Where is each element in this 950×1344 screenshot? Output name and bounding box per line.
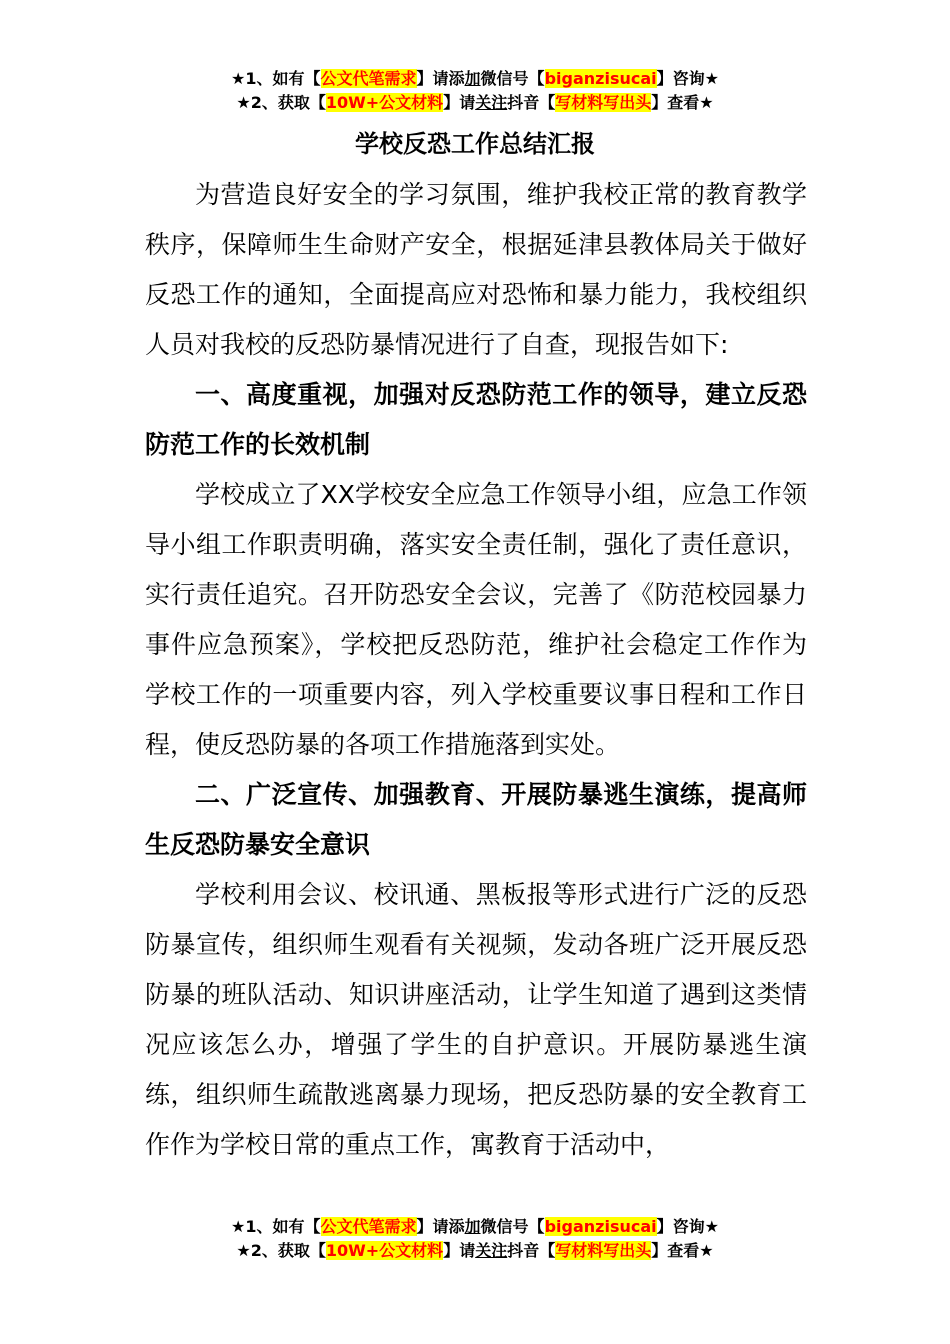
banner-underlined: 关注 [475, 1241, 508, 1260]
banner-text: 抖音【 [507, 93, 556, 112]
footer-banner [0, 1215, 950, 1263]
section-paragraph-2: 学校利用会议、校讯通、黑板报等形式进行广泛的反恐防暴宣传，组织师生观看有关视频，发动各班广泛开展反恐防暴的班队活动、知识讲座活动，让学生知道了遇到这类情况应该怎么办，增强了学生的自护意识。开展防暴逃生演练，组织师生疏散逃离暴力现场，把反恐防暴的安全教育工作作为学校日常的重点工作，寓教育于活动中， [145, 880, 807, 1159]
banner-text: 微信号【 [480, 1217, 545, 1236]
banner-text: ★1、如有【 [231, 69, 321, 88]
banner-text: 】查看★ [651, 1241, 714, 1260]
banner-underlined: 关注 [475, 93, 508, 112]
document-body [145, 170, 807, 1170]
intro-paragraph: 为营造良好安全的学习氛围，维护我校正常的教育教学秩序，保障师生生命财产安全，根据延津县教体局关于做好反恐工作的通知，全面提高应对恐怖和暴力能力，我校组织人员对我校的反恐防暴情况进行了自查，现报告如下: [145, 180, 807, 359]
banner-text: 抖音【 [507, 1241, 556, 1260]
banner-line-1 [0, 1215, 950, 1239]
banner-underlined: 加 [464, 1217, 481, 1236]
banner-highlight: 公文代笔需求 [320, 1217, 417, 1236]
header-banner [0, 67, 950, 115]
section-heading-2: 二、广泛宣传、加强教育、开展防暴逃生演练，提高师生反恐防暴安全意识 [145, 780, 807, 859]
banner-text: 】咨询★ [656, 1217, 719, 1236]
banner-text: ★2、获取【 [236, 1241, 326, 1260]
banner-text: 】查看★ [651, 93, 714, 112]
banner-highlight: 写材料写出头 [555, 93, 652, 112]
banner-highlight: biganzisucai [544, 1217, 657, 1236]
banner-highlight: 写材料写出头 [555, 1241, 652, 1260]
banner-text: 微信号【 [480, 69, 545, 88]
banner-text: ★1、如有【 [231, 1217, 321, 1236]
banner-underlined: 加 [464, 69, 481, 88]
banner-highlight: 10W+公文材料 [325, 1241, 444, 1260]
banner-highlight: 10W+公文材料 [325, 93, 444, 112]
banner-highlight: biganzisucai [544, 69, 657, 88]
banner-line-2 [0, 1239, 950, 1263]
banner-text: ★2、获取【 [236, 93, 326, 112]
banner-highlight: 公文代笔需求 [320, 69, 417, 88]
banner-text: 】请添 [416, 69, 465, 88]
section-heading-1: 一、高度重视，加强对反恐防范工作的领导，建立反恐防范工作的长效机制 [145, 380, 807, 459]
section-paragraph-1: 学校成立了XX学校安全应急工作领导小组，应急工作领导小组工作职责明确，落实安全责任制，强化了责任意识，实行责任追究。召开防恐安全会议，完善了《防范校园暴力事件应急预案》，学校把反恐防范，维护社会稳定工作作为学校工作的一项重要内容，列入学校重要议事日程和工作日程，使反恐防暴的各项工作措施落到实处。 [145, 480, 807, 759]
document-title: 学校反恐工作总结汇报 [355, 130, 595, 158]
banner-text: 】请 [443, 1241, 476, 1260]
banner-text: 】请添 [416, 1217, 465, 1236]
banner-line-1 [0, 67, 950, 91]
banner-text: 】咨询★ [656, 69, 719, 88]
banner-line-2 [0, 91, 950, 115]
banner-text: 】请 [443, 93, 476, 112]
